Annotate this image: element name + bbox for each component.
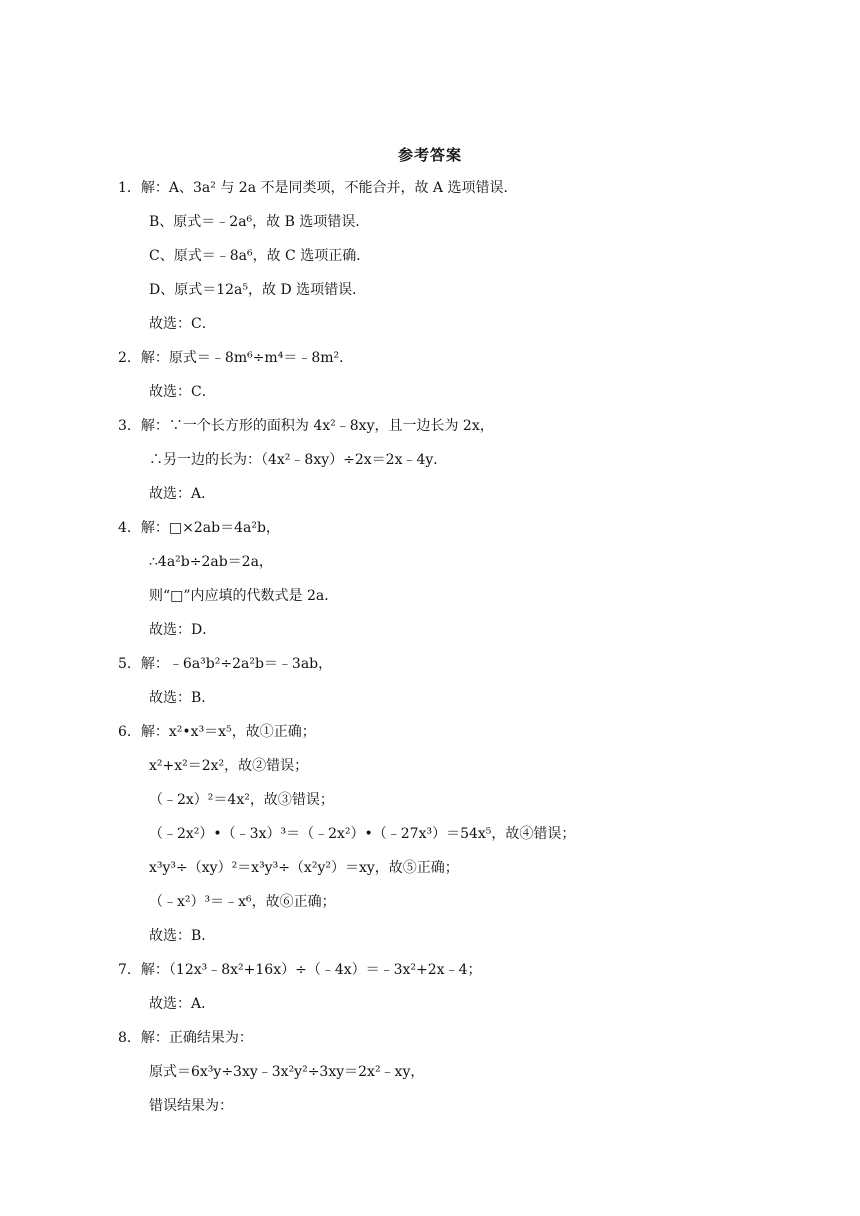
answer-1-line: B、原式＝﹣2a⁶，故 B 选项错误．	[149, 214, 370, 230]
answer-1-line: D、原式＝12a⁵，故 D 选项错误．	[149, 282, 367, 298]
answer-6-line: （﹣2x²）•（﹣3x）³＝（﹣2x²）•（﹣27x³）＝54x⁵，故④错误；	[149, 826, 576, 842]
answer-8-line: 错误结果为：	[149, 1098, 233, 1114]
answer-5-line: 5．解：﹣6a³b²÷2a²b＝﹣3ab，	[118, 656, 333, 672]
answer-5-choice: 故选：B．	[149, 690, 216, 706]
answer-3-line: 3．解：∵一个长方形的面积为 4x²﹣8xy，且一边长为 2x，	[118, 418, 494, 434]
answer-1-line: 1．解：A、3a² 与 2a 不是同类项，不能合并，故 A 选项错误．	[118, 180, 518, 196]
answer-2-line: 2．解：原式＝﹣8m⁶÷m⁴＝﹣8m²．	[118, 350, 354, 366]
answer-8-line: 8．解：正确结果为：	[118, 1030, 253, 1046]
answer-6-line: （﹣2x）²＝4x²，故③错误；	[149, 792, 334, 808]
answer-6-line: 6．解：x²•x³＝x⁵，故①正确；	[118, 724, 316, 740]
answer-4-line: ∴4a²b÷2ab＝2a，	[149, 554, 273, 570]
answer-3-choice: 故选：A．	[149, 486, 216, 502]
answer-6-line: （﹣x²）³＝﹣x⁶，故⑥正确；	[149, 894, 336, 910]
answer-6-line: x³y³÷（xy）²＝x³y³÷（x²y²）＝xy，故⑤正确；	[149, 860, 459, 876]
answer-6-line: x²+x²＝2x²，故②错误；	[149, 758, 309, 774]
answer-7-choice: 故选：A．	[149, 996, 216, 1012]
answer-7-line: 7．解：（12x³﹣8x²+16x）÷（﹣4x）＝﹣3x²+2x﹣4；	[118, 962, 482, 978]
answer-4-line: 4．解：□×2ab＝4a²b，	[118, 520, 280, 536]
answer-6-choice: 故选：B．	[149, 928, 216, 944]
answer-4-choice: 故选：D．	[149, 622, 217, 638]
answer-3-line: ∴另一边的长为：（4x²﹣8xy）÷2x＝2x﹣4y．	[149, 452, 448, 468]
page-title: 参考答案	[397, 146, 462, 164]
answer-8-line: 原式＝6x³y÷3xy﹣3x²y²÷3xy＝2x²﹣xy，	[149, 1064, 425, 1080]
answer-1-line: C、原式＝﹣8a⁶，故 C 选项正确．	[149, 248, 371, 264]
answer-2-choice: 故选：C．	[149, 384, 216, 400]
answer-4-line: 则“□”内应填的代数式是 2a．	[149, 588, 339, 604]
answer-1-choice: 故选：C．	[149, 316, 216, 332]
